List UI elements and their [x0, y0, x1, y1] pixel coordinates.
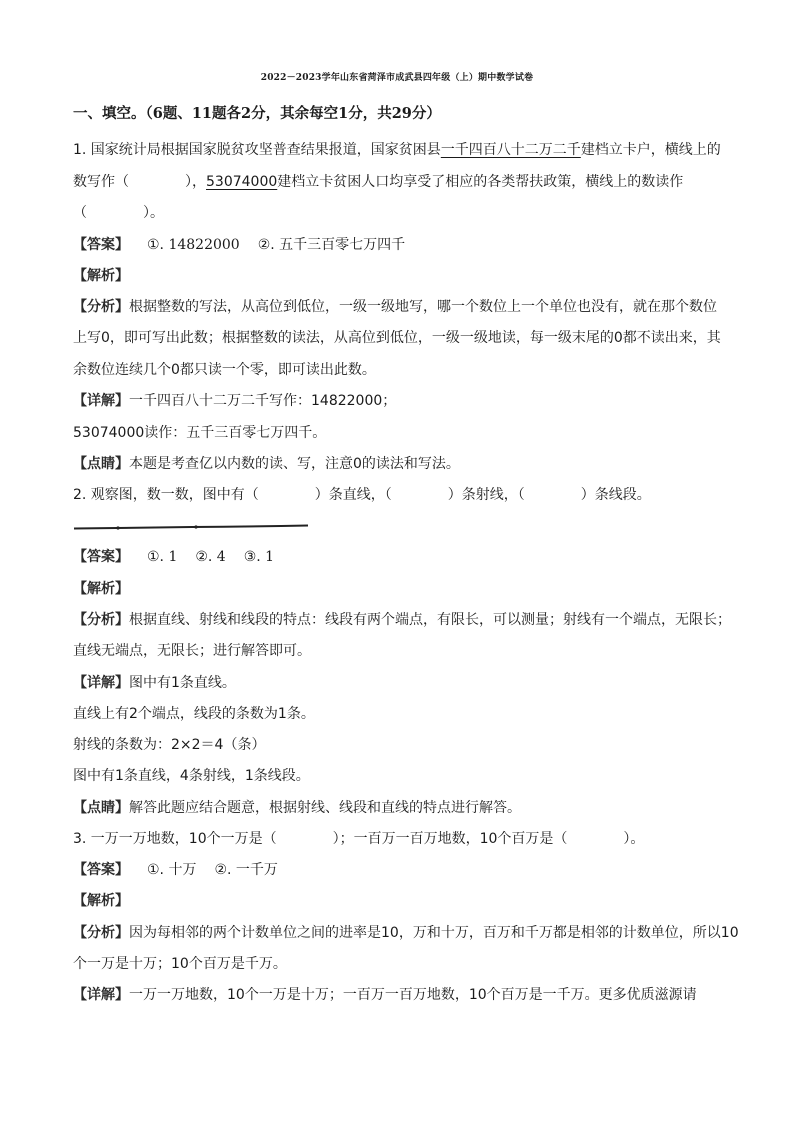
detail-label: 【详解】: [73, 987, 129, 1003]
page-title: 2022－2023学年山东省菏泽市成武县四年级（上）期中数学试卷: [260, 73, 534, 83]
q1-text-d: 建档立卡贫困人口均享受了相应的各类帮扶政策，横线上的数读作: [277, 174, 684, 190]
answer-label: 【答案】: [73, 549, 129, 565]
q1-detail-line1: [73, 391, 753, 411]
q3-analysis-label: [73, 891, 753, 911]
q2-detail-line3: 射线的条数为：2×2＝4（条）: [73, 737, 266, 753]
q3-fenxi-text1: 因为每相邻的两个计数单位之间的进率是10，万和十万，百万和千万都是相邻的计数单位，所以10: [129, 925, 739, 941]
q2-fenxi-line2: 直线无端点，无限长；进行解答即可。: [73, 643, 311, 659]
q1-text-line2: [73, 172, 753, 192]
q1-text-line3: （ ）。: [73, 205, 164, 221]
q2-detail-text1: 图中有1条直线。: [129, 675, 236, 691]
fenxi-label: 【分析】: [73, 925, 129, 941]
q1-detail-text1: 一千四百八十二万二千写作：14822000；: [129, 393, 397, 409]
q3-answer-row: [73, 860, 753, 880]
fenxi-label: 【分析】: [73, 299, 129, 315]
detail-label: 【详解】: [73, 393, 129, 409]
q1-underlined-number-words: 一千四百八十二万二千: [440, 142, 581, 158]
q3-answer-2: ②. 一千万: [214, 862, 278, 878]
q3-detail-text1: 一万一万地数，10个一万是十万；一百万一百万地数，10个百万是一千万。更多优质滋源请: [129, 987, 697, 1003]
q2-answer-1: ①. 1: [147, 549, 178, 565]
q2-fenxi-line1: [73, 610, 753, 630]
q2-detail-line2: 直线上有2个端点，线段的条数为1条。: [73, 706, 315, 722]
q2-comment-line: [73, 798, 753, 818]
analysis-label: 【解析】: [73, 581, 129, 597]
answer-label: 【答案】: [73, 862, 129, 878]
q3-fenxi-line2: 个一万是十万；10个百万是千万。: [73, 956, 287, 972]
q2-comment-text: 解答此题应结合题意，根据射线、线段和直线的特点进行解答。: [129, 800, 521, 816]
analysis-label: 【解析】: [73, 268, 129, 284]
straight-line: [74, 526, 308, 529]
q1-fenxi-line2: 上写0，即可写出此数；根据整数的读法，从高位到低位，一级一级地读，每一级末尾的0都不读出来，其: [73, 330, 721, 346]
detail-label: 【详解】: [73, 675, 129, 691]
q1-answer-1: ①. 14822000: [147, 237, 240, 253]
q3-detail-line1: [73, 985, 753, 1005]
q2-answer-row: [73, 547, 753, 567]
q1-text-line1: [73, 140, 753, 160]
q1-analysis-label: [73, 266, 753, 286]
q1-underlined-number: 53074000: [206, 174, 278, 190]
q1-fenxi-line1: [73, 297, 753, 317]
q1-comment-text: 本题是考查亿以内数的读、写，注意0的读法和写法。: [129, 456, 460, 472]
q2-analysis-label: [73, 579, 753, 599]
q2-detail-line4: 图中有1条直线，4条射线，1条线段。: [73, 768, 310, 784]
line-figure: [72, 518, 312, 538]
comment-label: 【点睛】: [73, 456, 129, 472]
comment-label: 【点睛】: [73, 800, 129, 816]
q1-fenxi-line3: 余数位连续几个0都只读一个零，即可读出此数。: [73, 362, 376, 378]
analysis-label: 【解析】: [73, 893, 129, 909]
q1-text-a: 1. 国家统计局根据国家脱贫攻坚普查结果报道，国家贫困县: [73, 142, 441, 158]
q2-fenxi-text1: 根据直线、射线和线段的特点：线段有两个端点，有限长，可以测量；射线有一个端点，无限长；: [129, 612, 731, 628]
q2-answer-3: ③. 1: [243, 549, 275, 565]
q1-text-c: 数写作（ ），: [73, 174, 206, 190]
q1-answer-2: ②. 五千三百零七万四千: [257, 237, 406, 253]
fenxi-label: 【分析】: [73, 612, 129, 628]
q2-answer-2: ②. 4: [195, 549, 226, 565]
q3-answer-1: ①. 十万: [147, 862, 197, 878]
q3-text-line1: 3. 一万一万地数，10个一万是（ ）；一百万一百万地数，10个百万是（ ）。: [73, 831, 645, 847]
q1-comment-line: [73, 454, 753, 474]
q2-text-line1: 2. 观察图，数一数，图中有（ ）条直线，（ ）条射线，（ ）条线段。: [73, 487, 651, 503]
q1-text-b: 建档立卡户，横线上的: [580, 142, 721, 158]
q1-fenxi-text1: 根据整数的写法，从高位到低位，一级一级地写，哪一个数位上一个单位也没有，就在那个数位: [129, 299, 717, 315]
q3-fenxi-line1: [73, 923, 753, 943]
section-heading: 一、填空。（6题、11题各2分，其余每空1分，共29分）: [73, 105, 441, 122]
q2-detail-line1: [73, 673, 753, 693]
q1-detail-line2: 53074000读作：五千三百零七万四千。: [73, 425, 327, 441]
answer-label: 【答案】: [73, 237, 129, 253]
q1-answer-row: [73, 235, 753, 255]
point-a: [116, 526, 119, 529]
point-b: [194, 525, 197, 528]
